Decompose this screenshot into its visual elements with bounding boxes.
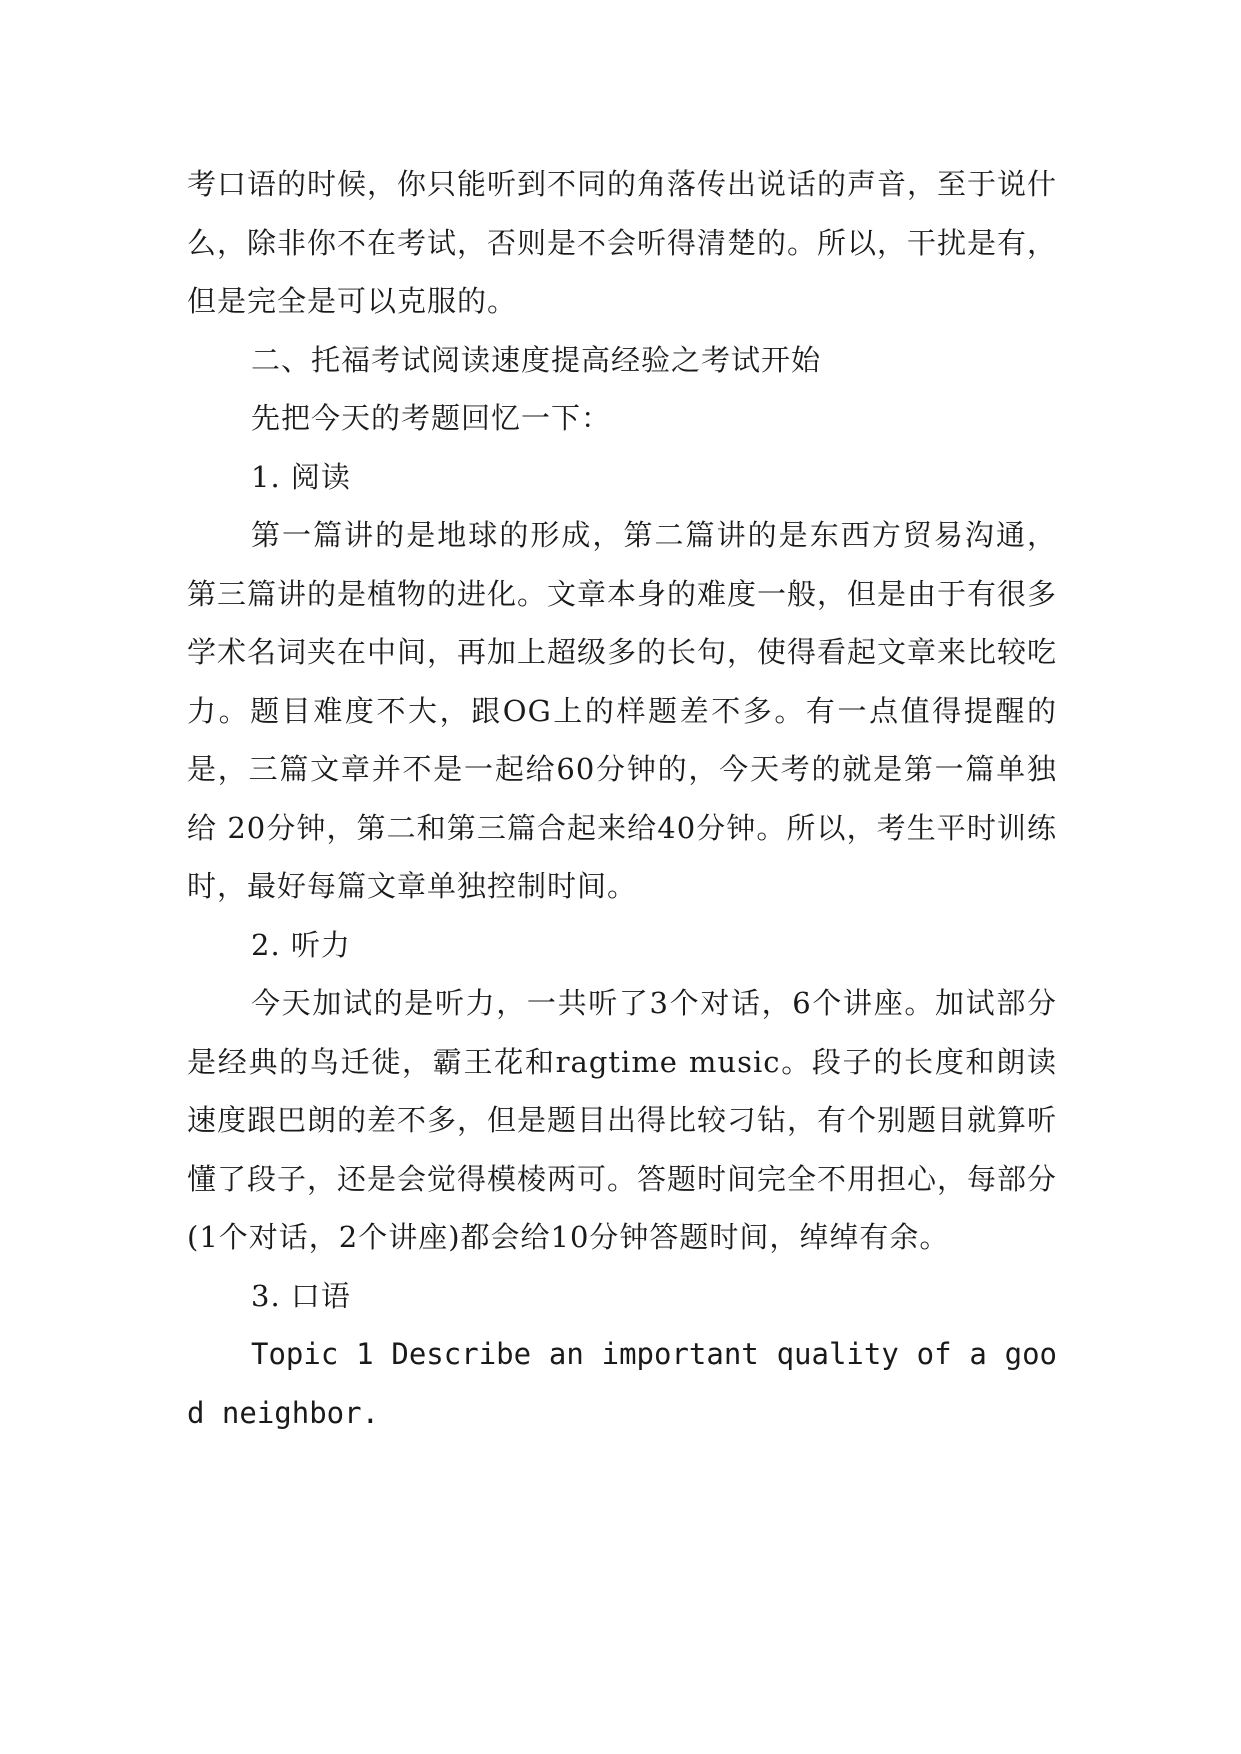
paragraph-listening-details: 今天加试的是听力，一共听了3个对话，6个讲座。加试部分是经典的鸟迁徙，霸王花和ragtime music。段子的长度和朗读速度跟巴朗的差不多，但是题目出得比较刁钻，有个别题目就算听懂了段子，还是会觉得模棱两可。答题时间完全不用担心，每部分 (1个对话，2个讲座)都会给10分钟答题时间，绰绰有余。: [187, 986, 1058, 1254]
section-heading-reading-speed: 二、托福考试阅读速度提高经验之考试开始: [251, 342, 822, 377]
subheading-reading: 1. 阅读: [251, 459, 351, 494]
paragraph-reading-details: 第一篇讲的是地球的形成，第二篇讲的是东西方贸易沟通，第三篇讲的是植物的进化。文章本身的难度一般，但是由于有很多学术名词夹在中间，再加上超级多的长句，使得看起文章来比较吃力。题目难度不大，跟OG上的样题差不多。有一点值得提醒的是，三篇文章并不是一起给60分钟的，今天考的就是第一篇单独给 20分钟，第二和第三篇合起来给40分钟。所以，考生平时训练时，最好每篇文章单独控制时间。: [187, 518, 1058, 903]
document-body: [187, 155, 1057, 1442]
paragraph-speaking-topic-1: Topic 1 Describe an important quality of a good neighbor.: [187, 1337, 1057, 1430]
subheading-listening: 2. 听力: [251, 927, 351, 962]
subheading-speaking: 3. 口语: [251, 1278, 351, 1313]
paragraph-recall-intro: 先把今天的考题回忆一下：: [251, 401, 612, 435]
paragraph-noise-interference: 考口语的时候，你只能听到不同的角落传出说话的声音，至于说什么，除非你不在考试，否则是不会听得清楚的。所以，干扰是有，但是完全是可以克服的。: [187, 167, 1058, 318]
